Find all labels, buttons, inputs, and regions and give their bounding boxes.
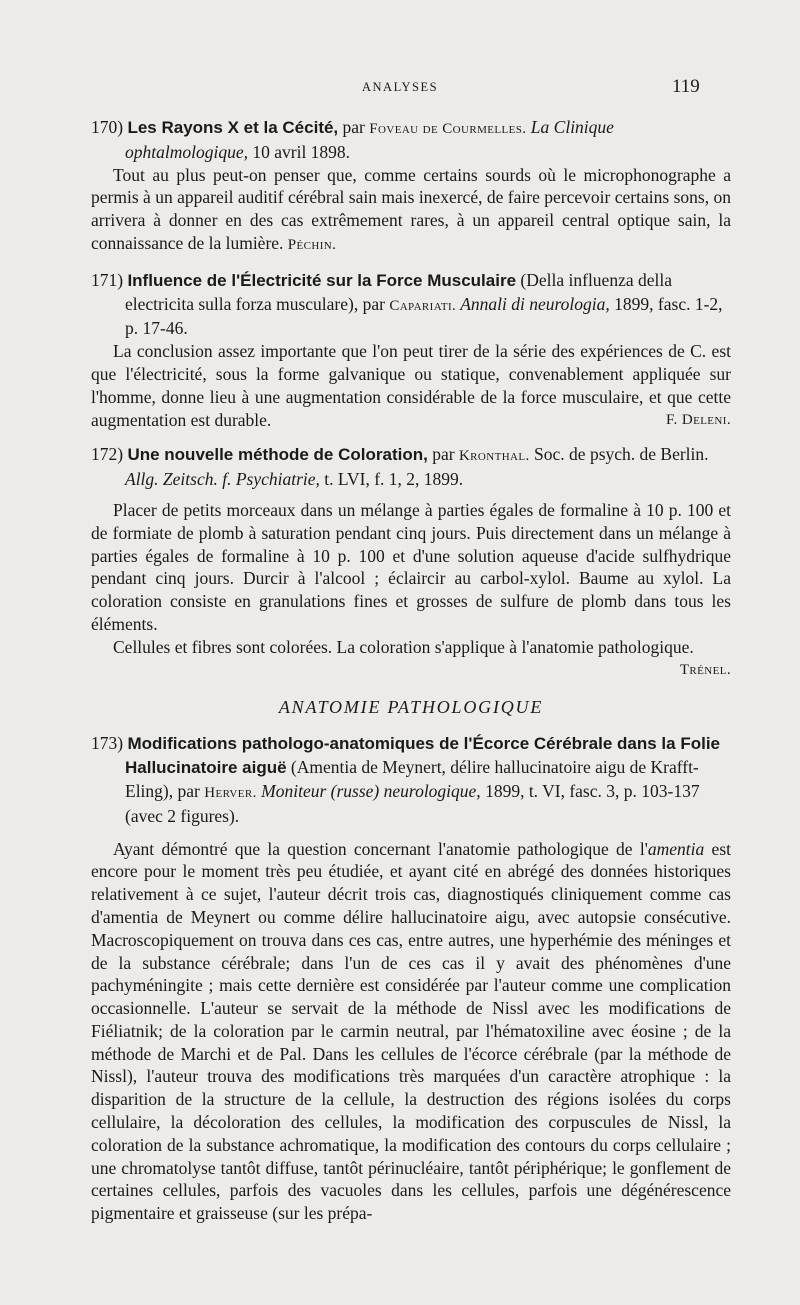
entry-173 [91,732,731,1225]
body-text-cont: est encore pour le moment très peu étudiée, et ayant cité en abrégé des données historiques relativement à ce sujet, l'auteur décrit trois cas, diagnostiqués cliniquement comme cas d'amentia de Meynert ou comme délire hallucinatoire aigu, avec autopsie consécutive. Macroscopiquement on trouva dans ces cas, entre autres, une hyperhémie des méninges et de la substance cérébrale; dans l'un de ces cas il y avait des phénomènes d'une pachyméningite ; mais cette dernière est considérée par l'auteur comme une complication occasionnelle. L'auteur se servait de la méthode de Nissl avec les modifications de Fiéliatnik; de la coloration par le carmin neutral, par l'hématoxiline avec éosine ; de la méthode de Marchi et de Pal. Dans les cellules de l'écorce cérébrale (par la méthode de Nissl), l'auteur trouva des modifications très marquées d'un caractère atrophique : la disparition de la structure de la cellule, la destruction des régions isolées du corps cellulaire, la décoloration des cellules, la modification des corpuscules de Nissl, la coloration de la substance achromatique, la modification des contours du corps cellulaire ; une chromatolyse tantôt diffuse, tantôt périnucléaire, tantôt périphérique; le gonflement de certaines cellules, parfois des vacuoles dans les cellules, parfois une dégénérescence pigmentaire et graisseuse (sur les prépa- [91,838,731,1224]
entry-title: Une nouvelle méthode de Coloration, [127,445,428,465]
citation-rest: 1899, fasc. 1-2, p. 17-46. [125,293,723,339]
entry-body [91,164,731,257]
entry-172 [91,443,731,681]
entry-heading [91,116,731,164]
entry-170 [91,116,731,257]
original-title: (Amentia de Meynert, délire hallucinatoire aigu de Krafft- Eling), par [125,757,699,801]
signature: Péchin. [287,236,337,253]
signature: F. Deleni. [666,411,731,428]
citation-rest: 10 avril 1898. [247,141,351,162]
spacer [91,257,731,269]
entry-author: Foveau de Courmelles. [369,121,527,137]
entry-author: Herver. [204,784,257,801]
journal-name: Allg. Zeitsch. f. Psychiatrie, [125,469,320,490]
body-italic: amentia [647,838,705,859]
by-text: par [427,444,459,465]
entry-number: 173) [91,733,124,754]
entry-body [91,340,731,431]
entry-title: Les Rayons X et la Cécité, [127,118,339,137]
text-column [91,116,731,1225]
society-name: Soc. de psych. de Berlin. [529,444,709,465]
entry-heading [91,732,731,827]
entry-author: Kronthal. [458,448,530,465]
by-text: par [338,117,370,137]
entry-author: Capariati. [389,297,457,314]
citation-rest: t. LVI, f. 1, 2, 1899. [319,469,464,490]
body-text: Ayant démontré que la question concernant l'anatomie pathologique de l' [113,838,648,859]
entry-number: 170) [91,117,124,137]
page-header [0,76,800,100]
journal-name: Annali di neurologia, [456,293,610,314]
entry-heading [91,443,731,491]
signature: Trénel. [679,661,731,678]
entry-body [91,838,731,1226]
entry-number: 171) [91,269,124,290]
body-text: La conclusion assez importante que l'on peut tirer de la série des expériences de C. est que l'électricité, sous la forme galvanique ou statique, convenablement appliquée sur l'homme, donne lieu à une augmentation considérable de la force musculaire, et que cette augmentation est durable. [91,341,731,430]
journal-name: La Clinique ophtalmologique, [125,117,614,162]
citation-rest: 1899, t. VI, fasc. 3, p. 103-137 (avec 2 figures). [125,780,700,826]
journal-name: Moniteur (russe) neurologique, [256,780,481,801]
body-text: Tout au plus peut-on penser que, comme certains sourds où le microphonographe a permis à un appareil auditif cérébral sain mais inexercé, de faire percevoir certains sons, on arrivera à donner en des cas extrêmement rares, à un appareil central optique sain, la connaissance de la lumière. [91,164,731,253]
section-title: ANATOMIE PATHOLOGIQUE [278,697,544,718]
spacer [91,431,731,443]
running-head: ANALYSES [362,80,439,94]
entry-body: Placer de petits morceaux dans un mélange à parties égales de formaline à 10 p. 100 et de formiate de plomb à saturation pendant cinq jours. Puis directement dans un mélange à parties égales de formaline à 10 p. 100 et d'une solution aqueuse d'acide sulfhydrique pendant cinq jours. Durcir à l'alcool ; éclaircir au carbol-xylol. Baume au xylol. La coloration consiste en granulations fines et grosses de sulfure de plomb dans tous les éléments. [91,499,731,634]
entry-171 [91,269,731,432]
original-title: (Della influenza della electricita sulla forza musculare), par [125,269,672,314]
entry-body-2 [91,636,731,678]
entry-heading [91,269,731,340]
body-text: Cellules et fibres sont colorées. La coloration s'applique à l'anatomie pathologique. [113,636,694,657]
entry-title: Modifications pathologo-anatomiques de l'Écorce Cérébrale dans la Folie Hallucinatoire aiguë [125,734,720,778]
page-number: 119 [672,76,700,97]
entry-number: 172) [91,444,124,465]
entry-title: Influence de l'Électricité sur la Force Musculaire [127,270,517,290]
